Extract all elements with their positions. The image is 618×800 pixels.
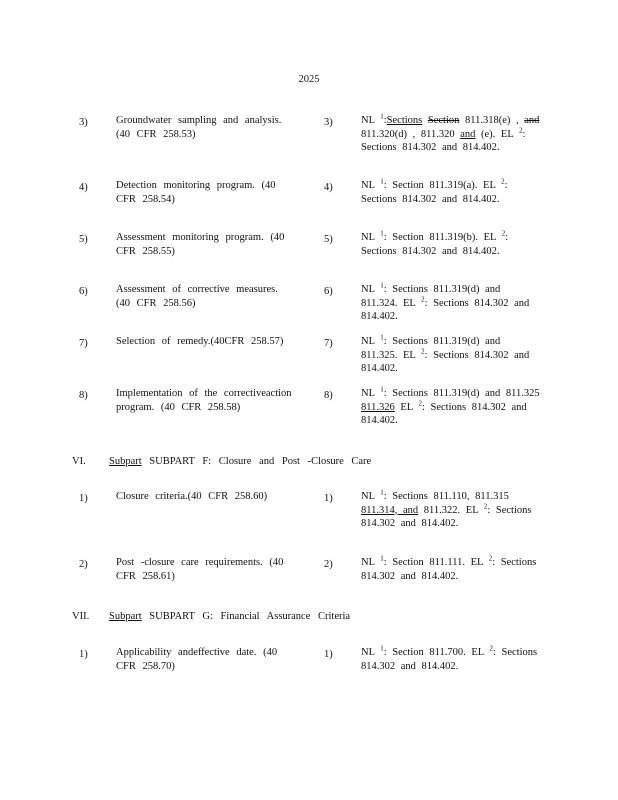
citation-text: NL $^1$: Sections 811.319(d) and 811.325 811.326 EL $^2$: Sections 814.302 and 814.402. — [361, 385, 540, 426]
requirement-text: Post -closure care requirements. (40 CFR 258.61) — [116, 557, 284, 582]
requirement-text: Implementation of the correctiveaction program. (40 CFR 258.58) — [116, 388, 292, 413]
item-number: 1) — [79, 493, 88, 504]
requirement-text: Selection of remedy.(40CFR 258.57) — [116, 336, 284, 347]
citation-text: NL $^1$: Sections 811.110, 811.315 811.314, and 811.322. EL $^2$: Sections 814.302 and 814.402. — [361, 488, 532, 529]
citation-text: NL $^1$:Sections Section 811.318(e) , and 811.320(d) , 811.320 and (e). EL $^2$: Sections 814.302 and 814.402. — [361, 112, 540, 153]
citation-number: 3) — [324, 117, 333, 128]
citation-number: 1) — [324, 493, 333, 504]
citation-number: 7) — [324, 338, 333, 349]
requirement-text: Closure criteria.(40 CFR 258.60) — [116, 491, 268, 502]
requirement-text: Detection monitoring program. (40 CFR 258.54) — [116, 180, 276, 205]
item-number: 7) — [79, 338, 88, 349]
citation-text: NL $^1$: Section 811.319(b). EL $^2$: Sections 814.302 and 814.402. — [361, 229, 509, 257]
item-number: 8) — [79, 390, 88, 401]
citation-text: NL $^1$: Sections 811.319(d) and 811.324. EL $^2$: Sections 814.302 and 814.402. — [361, 281, 530, 322]
citation-number: 6) — [324, 286, 333, 297]
page-number: 2025 — [298, 74, 320, 85]
citation-text: NL $^1$: Section 811.111. EL $^2$: Sections 814.302 and 814.402. — [361, 554, 537, 582]
item-number: 1) — [79, 649, 88, 660]
requirement-text: Assessment of corrective measures. (40 CFR 258.56) — [116, 284, 278, 309]
citation-text: NL $^1$: Section 811.700. EL $^2$: Sections 814.302 and 814.402. — [361, 644, 538, 672]
section-heading: Subpart SUBPART F: Closure and Post -Closure Care — [109, 456, 372, 467]
item-number: 6) — [79, 286, 88, 297]
citation-text: NL $^1$: Section 811.319(a). EL $^2$: Sections 814.302 and 814.402. — [361, 177, 508, 205]
requirement-text: Assessment monitoring program. (40 CFR 258.55) — [116, 232, 285, 257]
item-number: 5) — [79, 234, 88, 245]
item-number: 3) — [79, 117, 88, 128]
requirement-text: Applicability andeffective date. (40 CFR 258.70) — [116, 647, 278, 672]
section-roman-numeral: VII. — [72, 611, 90, 622]
citation-number: 1) — [324, 649, 333, 660]
citation-number: 8) — [324, 390, 333, 401]
citation-text: NL $^1$: Sections 811.319(d) and 811.325. EL $^2$: Sections 814.302 and 814.402. — [361, 333, 530, 374]
item-number: 4) — [79, 182, 88, 193]
section-roman-numeral: VI. — [72, 456, 86, 467]
citation-number: 5) — [324, 234, 333, 245]
citation-number: 4) — [324, 182, 333, 193]
requirement-text: Groundwater sampling and analysis. (40 CFR 258.53) — [116, 115, 282, 140]
citation-number: 2) — [324, 559, 333, 570]
item-number: 2) — [79, 559, 88, 570]
section-heading: Subpart SUBPART G: Financial Assurance Criteria — [109, 611, 351, 622]
